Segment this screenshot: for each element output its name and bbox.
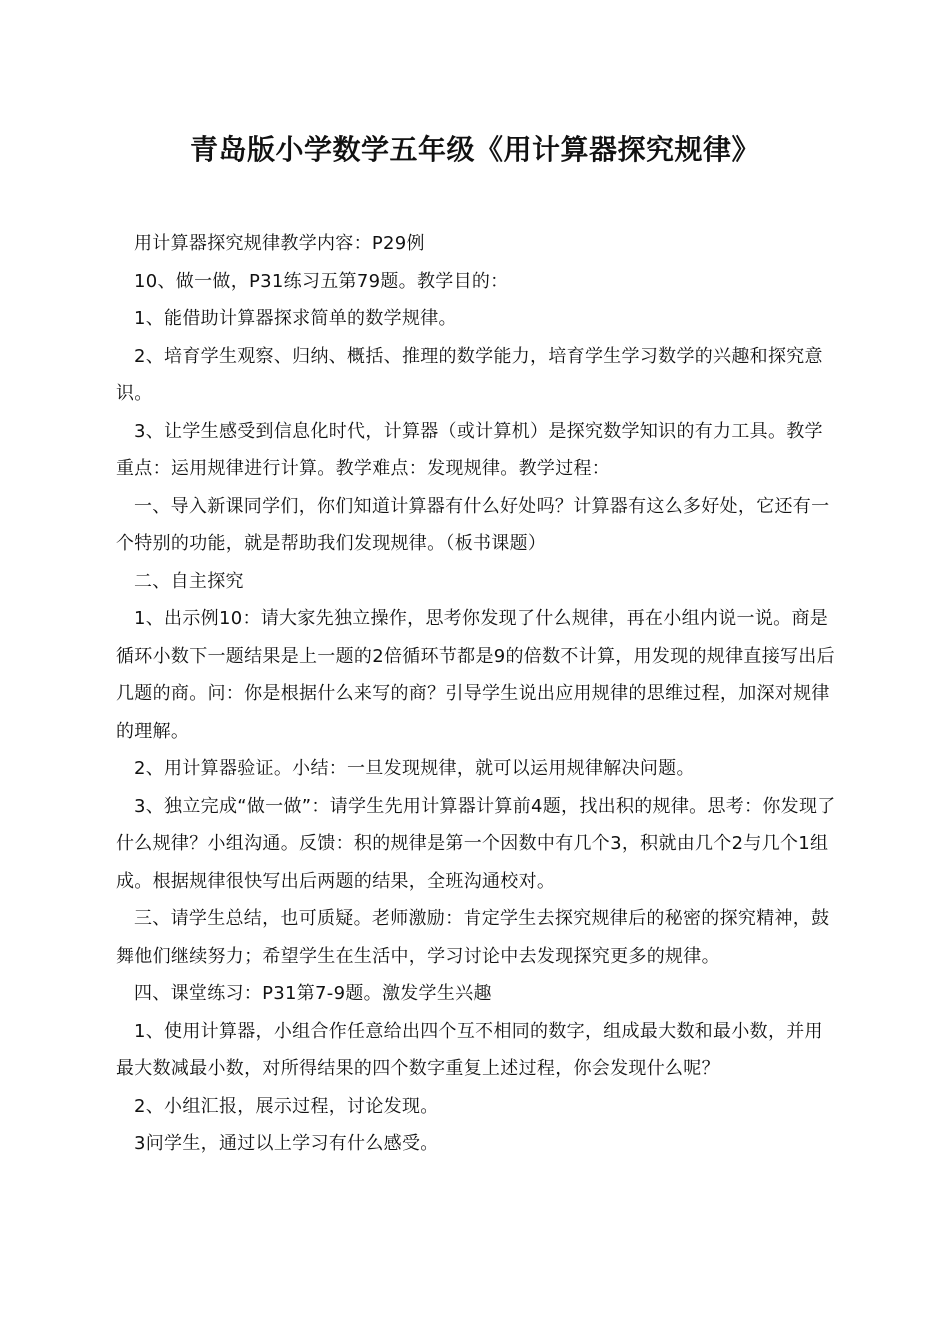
- paragraph-section-1: 一、导入新课同学们，你们知道计算器有什么好处吗？计算器有这么多好处，它还有一个特别的功能，就是帮助我们发现规律。（板书课题）: [116, 495, 830, 554]
- paragraph-section-4-item-3: 3问学生，通过以上学习有什么感受。: [134, 1133, 439, 1154]
- paragraph-objectives-intro: 10、做一做，P31练习五第79题。教学目的：: [134, 270, 509, 292]
- paragraph-content-intro: 用计算器探究规律教学内容：P29例: [134, 233, 425, 254]
- paragraph-section-3: 三、请学生总结，也可质疑。老师激励：肯定学生去探究规律后的秘密的探究精神，鼓舞他们继续努力；希望学生在生活中，学习讨论中去发现探究更多的规律。: [116, 908, 830, 967]
- paragraph-section-4-item-2: 2、小组汇报，展示过程，讨论发现。: [134, 1095, 439, 1117]
- paragraph-objective-1: 1、能借助计算器探求简单的数学规律。: [134, 308, 457, 329]
- paragraph-objective-3: 3、让学生感受到信息化时代，计算器（或计算机）是探究数学知识的有力工具。教学重点：运用规律进行计算。教学难点：发现规律。教学过程：: [116, 420, 823, 479]
- paragraph-objective-2: 2、培育学生观察、归纳、概括、推理的数学能力，培育学生学习数学的兴趣和探究意识。: [116, 345, 823, 404]
- paragraph-section-2-item-1: 1、出示例10：请大家先独立操作，思考你发现了什么规律，再在小组内说一说。商是循环小数下一题结果是上一题的2倍循环节都是9的倍数不计算，用发现的规律直接写出后几题的商。问：你是根据什么来写的商？引导学生说出应用规律的思维过程，加深对规律的理解。: [116, 608, 835, 742]
- paragraph-section-2-heading: 二、自主探究: [134, 570, 244, 592]
- paragraph-section-4-item-1: 1、使用计算器，小组合作任意给出四个互不相同的数字，组成最大数和最小数，并用最大数减最小数，对所得结果的四个数字重复上述过程，你会发现什么呢？: [116, 1020, 823, 1079]
- document-title: 青岛版小学数学五年级《用计算器探究规律》: [189, 133, 760, 166]
- paragraph-section-2-item-2: 2、用计算器验证。小结：一旦发现规律，就可以运用规律解决问题。: [134, 758, 695, 779]
- document-body: [116, 225, 838, 1163]
- paragraph-section-4-heading: 四、课堂练习：P31第7-9题。激发学生兴趣: [134, 983, 492, 1004]
- paragraph-section-2-item-3: 3、独立完成“做一做”：请学生先用计算器计算前4题，找出积的规律。思考：你发现了什么规律？小组沟通。反馈：积的规律是第一个因数中有几个3，积就由几个2与几个1组成。根据规律很快写出后两题的结果，全班沟通校对。: [116, 795, 836, 892]
